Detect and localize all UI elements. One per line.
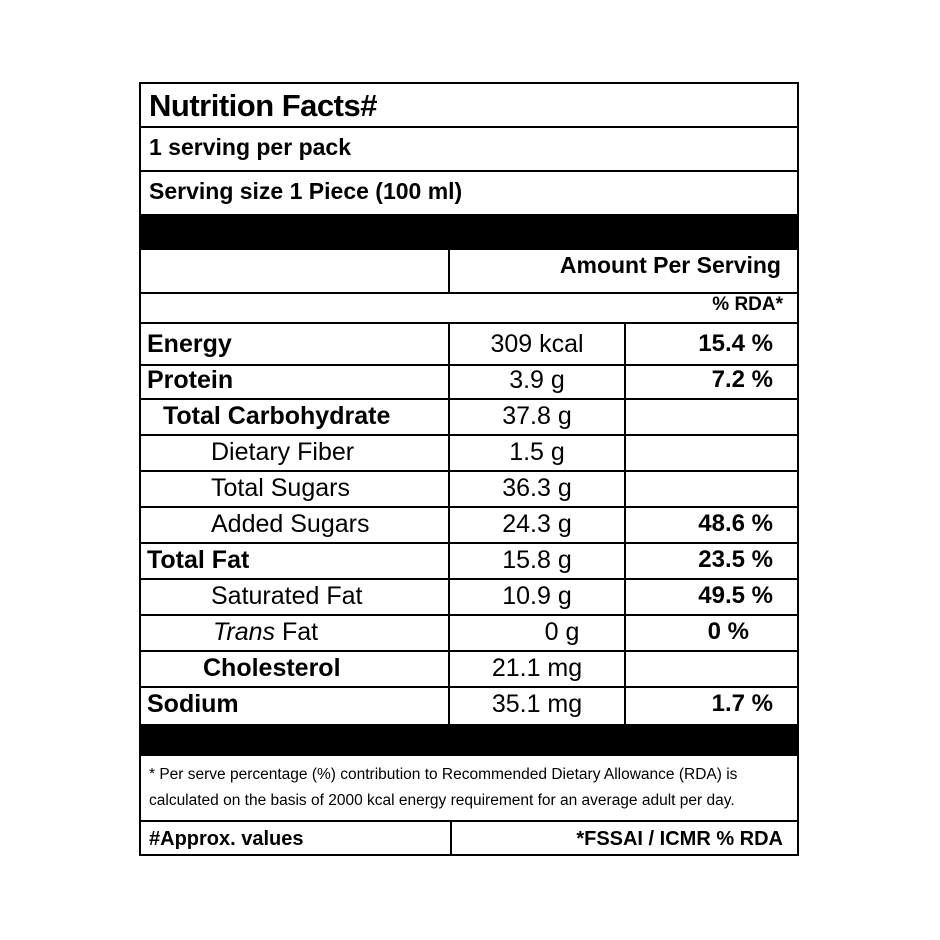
nutrient-name: Dietary Fiber bbox=[211, 438, 355, 466]
nutrient-name: Protein bbox=[147, 366, 234, 394]
divider bbox=[141, 170, 797, 172]
nutrient-amount: 36.3 g bbox=[502, 474, 572, 502]
rda-header: % RDA* bbox=[712, 294, 783, 315]
nutrient-rda: 15.4 % bbox=[698, 330, 773, 357]
nutrient-name: Total Carbohydrate bbox=[163, 402, 391, 430]
nutrient-amount: 1.5 g bbox=[509, 438, 565, 466]
nutrient-name: Added Sugars bbox=[211, 510, 370, 538]
nutrient-rda: 48.6 % bbox=[698, 510, 773, 537]
nutrient-row-total-sugars bbox=[141, 472, 797, 506]
divider bbox=[141, 820, 797, 822]
nutrient-amount: 10.9 g bbox=[502, 582, 572, 610]
nutrient-name: Saturated Fat bbox=[211, 582, 363, 610]
nutrient-row-saturated-fat bbox=[141, 580, 797, 614]
nutrient-name: Total Sugars bbox=[211, 474, 350, 502]
divider bbox=[141, 292, 797, 294]
nutrient-name bbox=[213, 618, 318, 647]
label-title: Nutrition Facts# bbox=[149, 88, 377, 123]
nutrient-amount: 15.8 g bbox=[502, 546, 572, 574]
amount-per-serving-header: Amount Per Serving bbox=[559, 252, 781, 278]
rda-source-note: *FSSAI / ICMR % RDA bbox=[576, 828, 783, 850]
approx-values-note: #Approx. values bbox=[149, 828, 304, 850]
servings-per-pack: 1 serving per pack bbox=[149, 134, 351, 160]
nutrient-amount: 21.1 mg bbox=[491, 654, 583, 682]
nutrient-row-sodium bbox=[141, 688, 797, 722]
nutrient-rda: 23.5 % bbox=[698, 546, 773, 573]
nutrient-name: Energy bbox=[147, 330, 232, 358]
column-divider bbox=[448, 250, 450, 292]
nutrition-facts-label bbox=[139, 82, 799, 856]
nutrient-rda: 7.2 % bbox=[711, 366, 773, 393]
nutrient-row-total-fat bbox=[141, 544, 797, 578]
nutrient-row-total-carbohydrate bbox=[141, 400, 797, 434]
nutrient-row-added-sugars bbox=[141, 508, 797, 542]
nutrient-row-energy bbox=[141, 328, 797, 362]
nutrient-row-trans-fat bbox=[141, 616, 797, 650]
divider bbox=[141, 322, 797, 324]
nutrient-row-protein bbox=[141, 364, 797, 398]
thick-divider-bar bbox=[141, 216, 797, 250]
trans-italic: Trans bbox=[213, 618, 276, 646]
nutrient-name: Sodium bbox=[147, 690, 239, 718]
nutrient-rda: 0 % bbox=[707, 618, 749, 645]
rda-footnote: * Per serve percentage (%) contribution to Recommended Dietary Allowance (RDA) is calculated on the basis of 2000 kcal energy requirement for an average adult per day. bbox=[149, 766, 738, 809]
nutrient-row-cholesterol bbox=[141, 652, 797, 686]
nutrient-name: Total Fat bbox=[147, 546, 250, 574]
nutrient-name: Cholesterol bbox=[203, 654, 341, 682]
nutrient-amount: 309 kcal bbox=[490, 330, 584, 358]
nutrient-rda: 49.5 % bbox=[698, 582, 773, 609]
column-divider bbox=[450, 820, 452, 856]
thick-divider-bar bbox=[141, 724, 797, 756]
nutrient-amount: 24.3 g bbox=[502, 510, 572, 538]
nutrient-amount: 3.9 g bbox=[509, 366, 565, 394]
nutrient-amount: 37.8 g bbox=[502, 402, 572, 430]
nutrient-rda: 1.7 % bbox=[711, 690, 773, 717]
trans-fat-suffix: Fat bbox=[275, 618, 319, 646]
nutrient-amount: 35.1 mg bbox=[491, 690, 583, 718]
serving-size: Serving size 1 Piece (100 ml) bbox=[149, 178, 463, 204]
nutrient-row-dietary-fiber bbox=[141, 436, 797, 470]
divider bbox=[141, 126, 797, 128]
nutrient-amount: 0 g bbox=[544, 618, 580, 646]
